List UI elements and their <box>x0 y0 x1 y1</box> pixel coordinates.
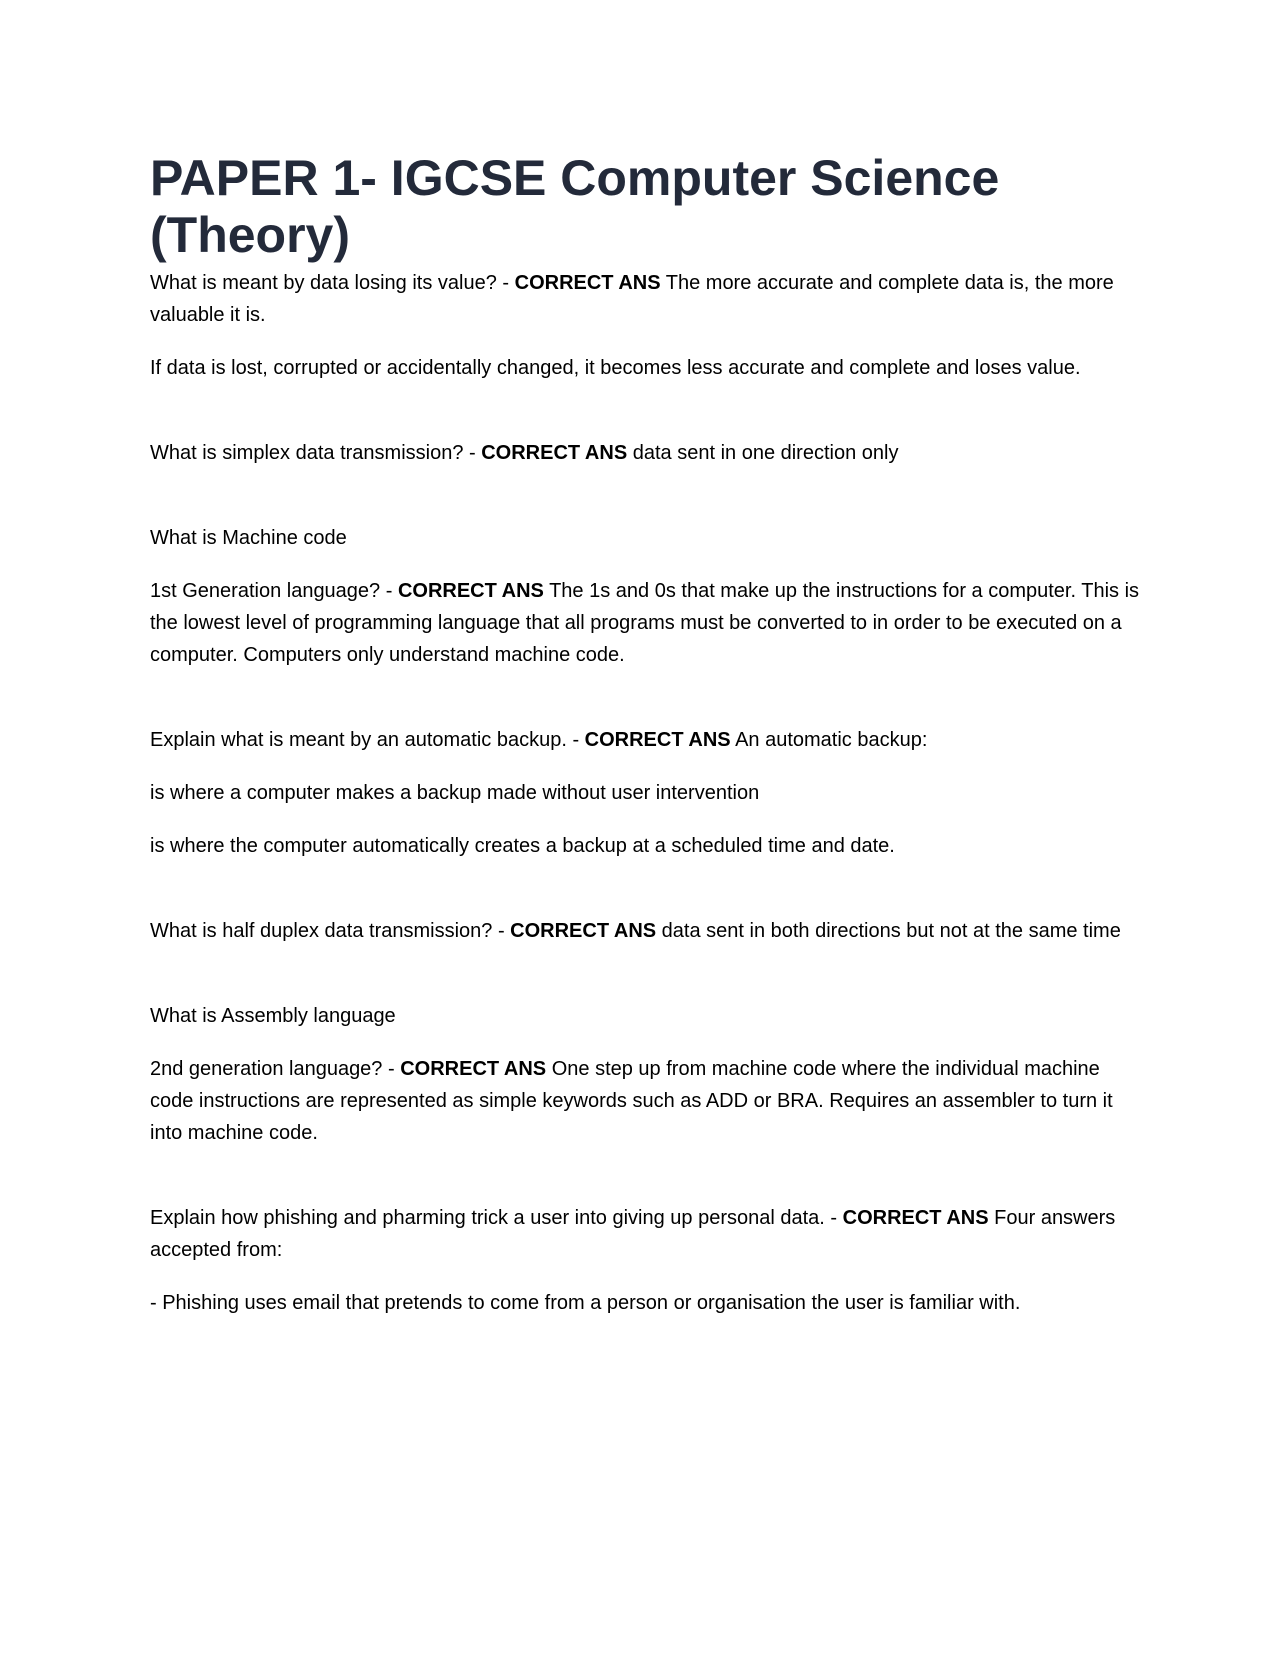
question-text: What is meant by data losing its value? - <box>150 272 515 294</box>
qa-paragraph <box>150 575 1140 671</box>
answer-text: Four answers accepted from: <box>150 1207 1116 1261</box>
answer-text: data sent in one direction only <box>627 442 899 464</box>
text-paragraph: is where the computer automatically creates a backup at a scheduled time and date. <box>150 835 895 857</box>
answer-label: CORRECT ANS <box>584 729 731 751</box>
answer-label: CORRECT ANS <box>510 920 657 942</box>
question-text: Explain how phishing and pharming trick a user into giving up personal data. - <box>150 1207 843 1229</box>
answer-label: CORRECT ANS <box>842 1207 989 1229</box>
qa-paragraph <box>150 1202 1140 1266</box>
text-paragraph: If data is lost, corrupted or accidentally changed, it becomes less accurate and complete and loses value. <box>150 357 1081 379</box>
text-paragraph: What is Machine code <box>150 527 347 549</box>
question-text: What is half duplex data transmission? - <box>150 920 511 942</box>
answer-text: The more accurate and complete data is, the more valuable it is. <box>150 272 1114 326</box>
qa-paragraph <box>150 915 1140 947</box>
answer-text: The 1s and 0s that make up the instructions for a computer. This is the lowest level of programming language that all programs must be converted to in order to be executed on a computer. Computers only understand machine code. <box>150 580 1140 666</box>
question-text: 1st Generation language? - <box>150 580 398 602</box>
qa-paragraph <box>150 437 1140 469</box>
answer-label: CORRECT ANS <box>481 442 628 464</box>
answer-text: An automatic backup: <box>730 729 928 751</box>
qa-paragraph <box>150 1053 1140 1149</box>
answer-label: CORRECT ANS <box>397 580 544 602</box>
qa-paragraph <box>150 267 1140 331</box>
question-text: Explain what is meant by an automatic backup. - <box>150 729 585 751</box>
answer-label: CORRECT ANS <box>400 1058 547 1080</box>
question-text: What is simplex data transmission? - <box>150 442 482 464</box>
text-paragraph: - Phishing uses email that pretends to come from a person or organisation the user is familiar with. <box>150 1292 1021 1314</box>
text-paragraph: What is Assembly language <box>150 1005 396 1027</box>
document-title: PAPER 1- IGCSE Computer Science (Theory) <box>150 150 1000 263</box>
document-page <box>150 150 1140 1340</box>
question-text: 2nd generation language? - <box>150 1058 401 1080</box>
qa-paragraph <box>150 724 1140 756</box>
answer-label: CORRECT ANS <box>514 272 661 294</box>
text-paragraph: is where a computer makes a backup made without user intervention <box>150 782 760 804</box>
answer-text: data sent in both directions but not at the same time <box>656 920 1121 942</box>
answer-text: One step up from machine code where the individual machine code instructions are represented as simple keywords such as ADD or BRA. Requires an assembler to turn it into machine code. <box>150 1058 1113 1144</box>
